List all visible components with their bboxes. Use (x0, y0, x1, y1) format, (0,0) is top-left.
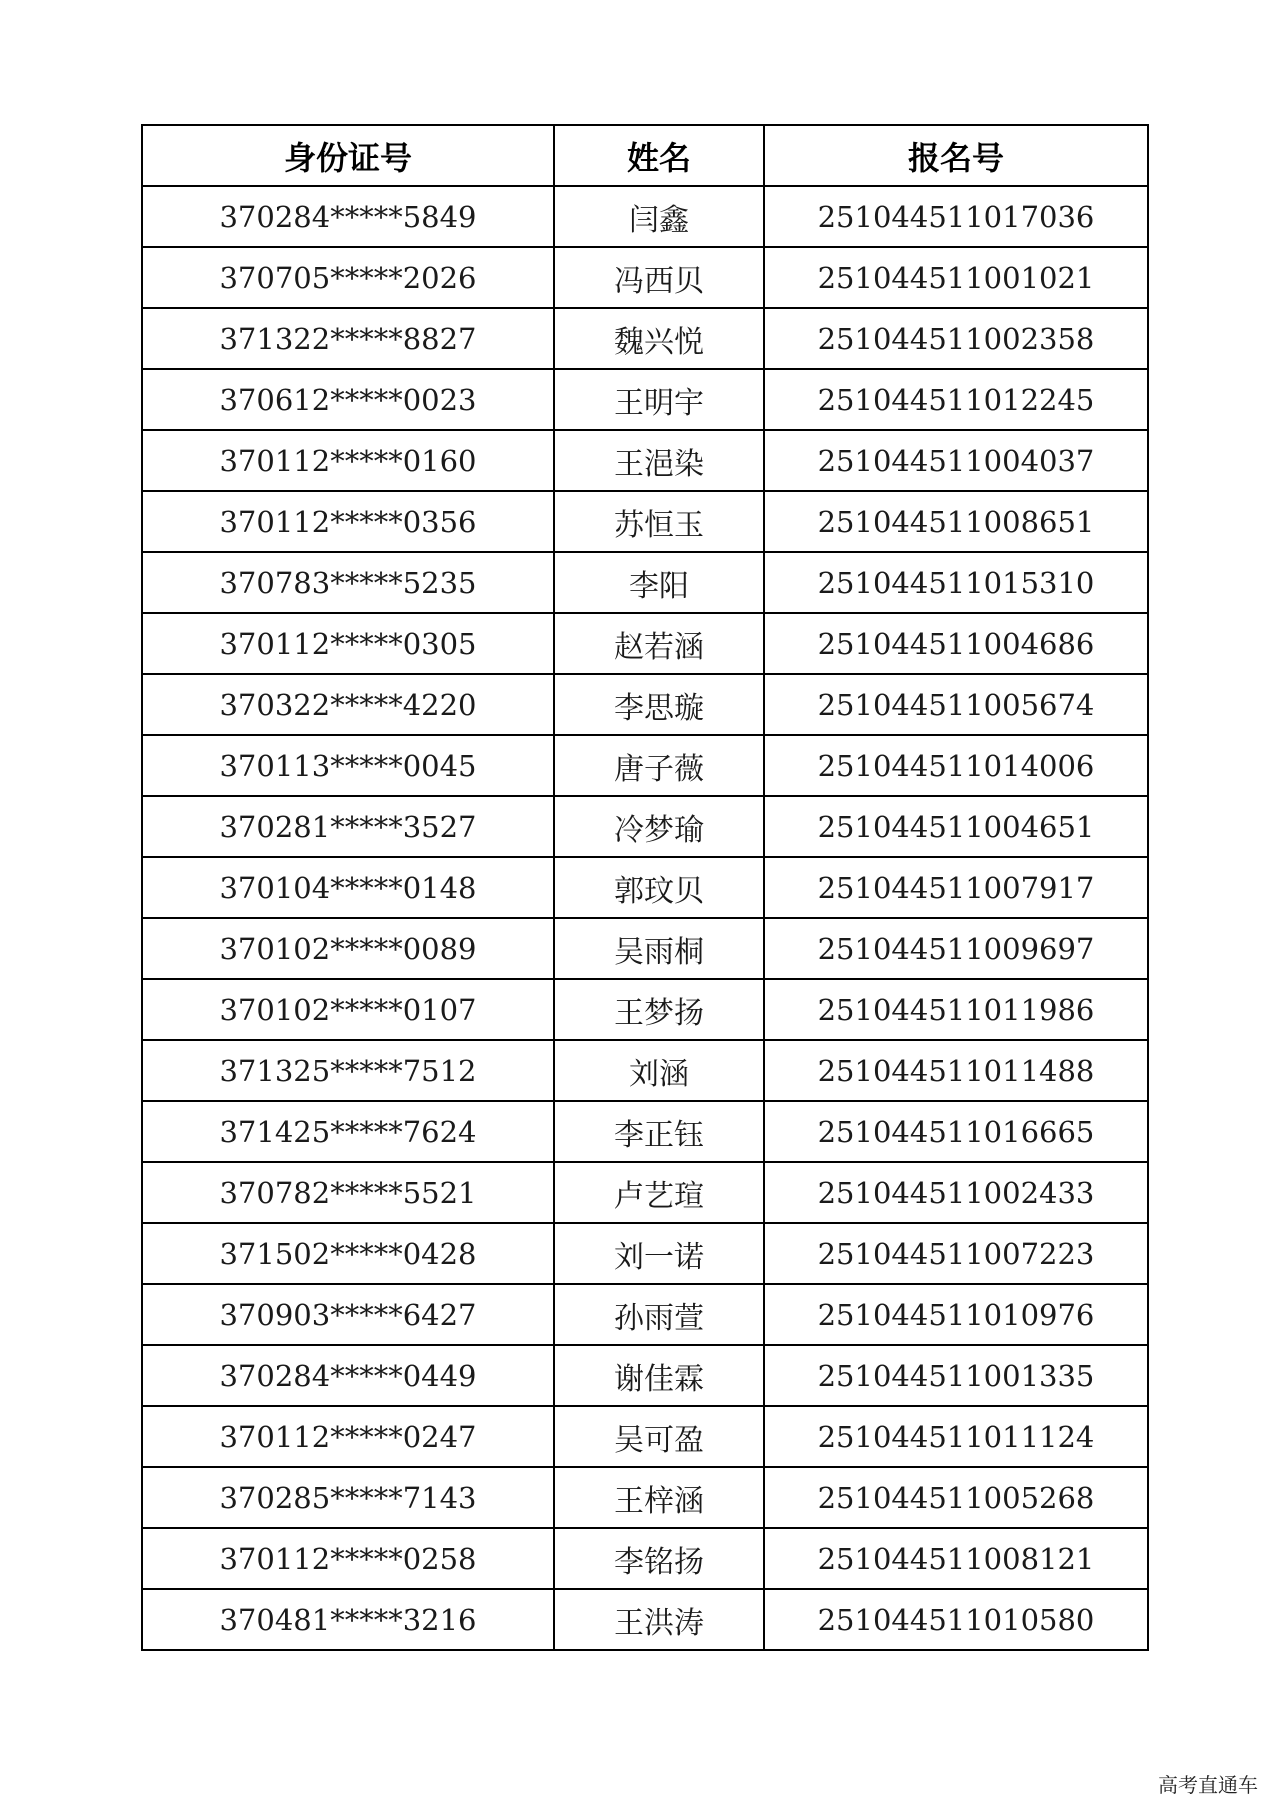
table-row (142, 430, 1148, 491)
id-number-cell: 370112*****0258 (142, 1528, 554, 1589)
table-body (142, 186, 1148, 1650)
registration-number-cell: 251044511016665 (764, 1101, 1148, 1162)
roster-table (141, 124, 1149, 1651)
table-row (142, 796, 1148, 857)
id-number-cell: 371322*****8827 (142, 308, 554, 369)
id-number-cell: 370102*****0107 (142, 979, 554, 1040)
table-row (142, 247, 1148, 308)
header-name: 姓名 (554, 125, 764, 186)
name-cell: 吴雨桐 (554, 918, 764, 979)
id-number-cell: 370113*****0045 (142, 735, 554, 796)
id-number-cell: 370705*****2026 (142, 247, 554, 308)
table-row (142, 918, 1148, 979)
registration-number-cell: 251044511015310 (764, 552, 1148, 613)
header-registration-number: 报名号 (764, 125, 1148, 186)
registration-number-cell: 251044511007917 (764, 857, 1148, 918)
registration-number-cell: 251044511009697 (764, 918, 1148, 979)
table-row (142, 1467, 1148, 1528)
table-row (142, 857, 1148, 918)
id-number-cell: 370903*****6427 (142, 1284, 554, 1345)
id-number-cell: 370102*****0089 (142, 918, 554, 979)
name-cell: 王梦扬 (554, 979, 764, 1040)
registration-number-cell: 251044511008651 (764, 491, 1148, 552)
table-row (142, 1345, 1148, 1406)
name-cell: 卢艺瑄 (554, 1162, 764, 1223)
registration-number-cell: 251044511011986 (764, 979, 1148, 1040)
name-cell: 王明宇 (554, 369, 764, 430)
id-number-cell: 370284*****0449 (142, 1345, 554, 1406)
name-cell: 谢佳霖 (554, 1345, 764, 1406)
table-row (142, 1528, 1148, 1589)
name-cell: 冷梦瑜 (554, 796, 764, 857)
name-cell: 刘一诺 (554, 1223, 764, 1284)
registration-number-cell: 251044511001335 (764, 1345, 1148, 1406)
header-id-number: 身份证号 (142, 125, 554, 186)
registration-number-cell: 251044511017036 (764, 186, 1148, 247)
name-cell: 王洪涛 (554, 1589, 764, 1650)
name-cell: 孙雨萱 (554, 1284, 764, 1345)
registration-number-cell: 251044511005268 (764, 1467, 1148, 1528)
registration-number-cell: 251044511001021 (764, 247, 1148, 308)
registration-number-cell: 251044511004686 (764, 613, 1148, 674)
name-cell: 苏恒玉 (554, 491, 764, 552)
table-row (142, 1589, 1148, 1650)
name-cell: 王梓涵 (554, 1467, 764, 1528)
table-row (142, 1040, 1148, 1101)
table-row (142, 369, 1148, 430)
registration-number-cell: 251044511014006 (764, 735, 1148, 796)
name-cell: 李思璇 (554, 674, 764, 735)
table-row (142, 308, 1148, 369)
id-number-cell: 370782*****5521 (142, 1162, 554, 1223)
table-row (142, 613, 1148, 674)
id-number-cell: 370284*****5849 (142, 186, 554, 247)
id-number-cell: 370783*****5235 (142, 552, 554, 613)
registration-number-cell: 251044511007223 (764, 1223, 1148, 1284)
registration-number-cell: 251044511011124 (764, 1406, 1148, 1467)
name-cell: 刘涵 (554, 1040, 764, 1101)
table-row (142, 186, 1148, 247)
id-number-cell: 370112*****0160 (142, 430, 554, 491)
header-row (142, 125, 1148, 186)
registration-number-cell: 251044511010976 (764, 1284, 1148, 1345)
table-row (142, 1284, 1148, 1345)
id-number-cell: 371325*****7512 (142, 1040, 554, 1101)
name-cell: 赵若涵 (554, 613, 764, 674)
id-number-cell: 370112*****0247 (142, 1406, 554, 1467)
registration-number-cell: 251044511002358 (764, 308, 1148, 369)
id-number-cell: 371502*****0428 (142, 1223, 554, 1284)
table-row (142, 979, 1148, 1040)
table-row (142, 1101, 1148, 1162)
table-row (142, 491, 1148, 552)
id-number-cell: 370322*****4220 (142, 674, 554, 735)
name-cell: 李阳 (554, 552, 764, 613)
name-cell: 李铭扬 (554, 1528, 764, 1589)
id-number-cell: 371425*****7624 (142, 1101, 554, 1162)
id-number-cell: 370104*****0148 (142, 857, 554, 918)
name-cell: 唐子薇 (554, 735, 764, 796)
name-cell: 魏兴悦 (554, 308, 764, 369)
name-cell: 李正钰 (554, 1101, 764, 1162)
table-row (142, 1406, 1148, 1467)
name-cell: 王浥染 (554, 430, 764, 491)
registration-number-cell: 251044511005674 (764, 674, 1148, 735)
watermark: 高考直通车 (1158, 1773, 1258, 1797)
id-number-cell: 370281*****3527 (142, 796, 554, 857)
registration-number-cell: 251044511012245 (764, 369, 1148, 430)
registration-number-cell: 251044511008121 (764, 1528, 1148, 1589)
id-number-cell: 370481*****3216 (142, 1589, 554, 1650)
id-number-cell: 370112*****0356 (142, 491, 554, 552)
registration-number-cell: 251044511011488 (764, 1040, 1148, 1101)
name-cell: 闫鑫 (554, 186, 764, 247)
table-row (142, 1223, 1148, 1284)
registration-number-cell: 251044511002433 (764, 1162, 1148, 1223)
table-row (142, 1162, 1148, 1223)
id-number-cell: 370285*****7143 (142, 1467, 554, 1528)
registration-number-cell: 251044511004651 (764, 796, 1148, 857)
table-row (142, 735, 1148, 796)
name-cell: 冯西贝 (554, 247, 764, 308)
id-number-cell: 370112*****0305 (142, 613, 554, 674)
table-row (142, 552, 1148, 613)
name-cell: 郭玟贝 (554, 857, 764, 918)
registration-number-cell: 251044511010580 (764, 1589, 1148, 1650)
name-cell: 吴可盈 (554, 1406, 764, 1467)
id-number-cell: 370612*****0023 (142, 369, 554, 430)
registration-number-cell: 251044511004037 (764, 430, 1148, 491)
table-row (142, 674, 1148, 735)
